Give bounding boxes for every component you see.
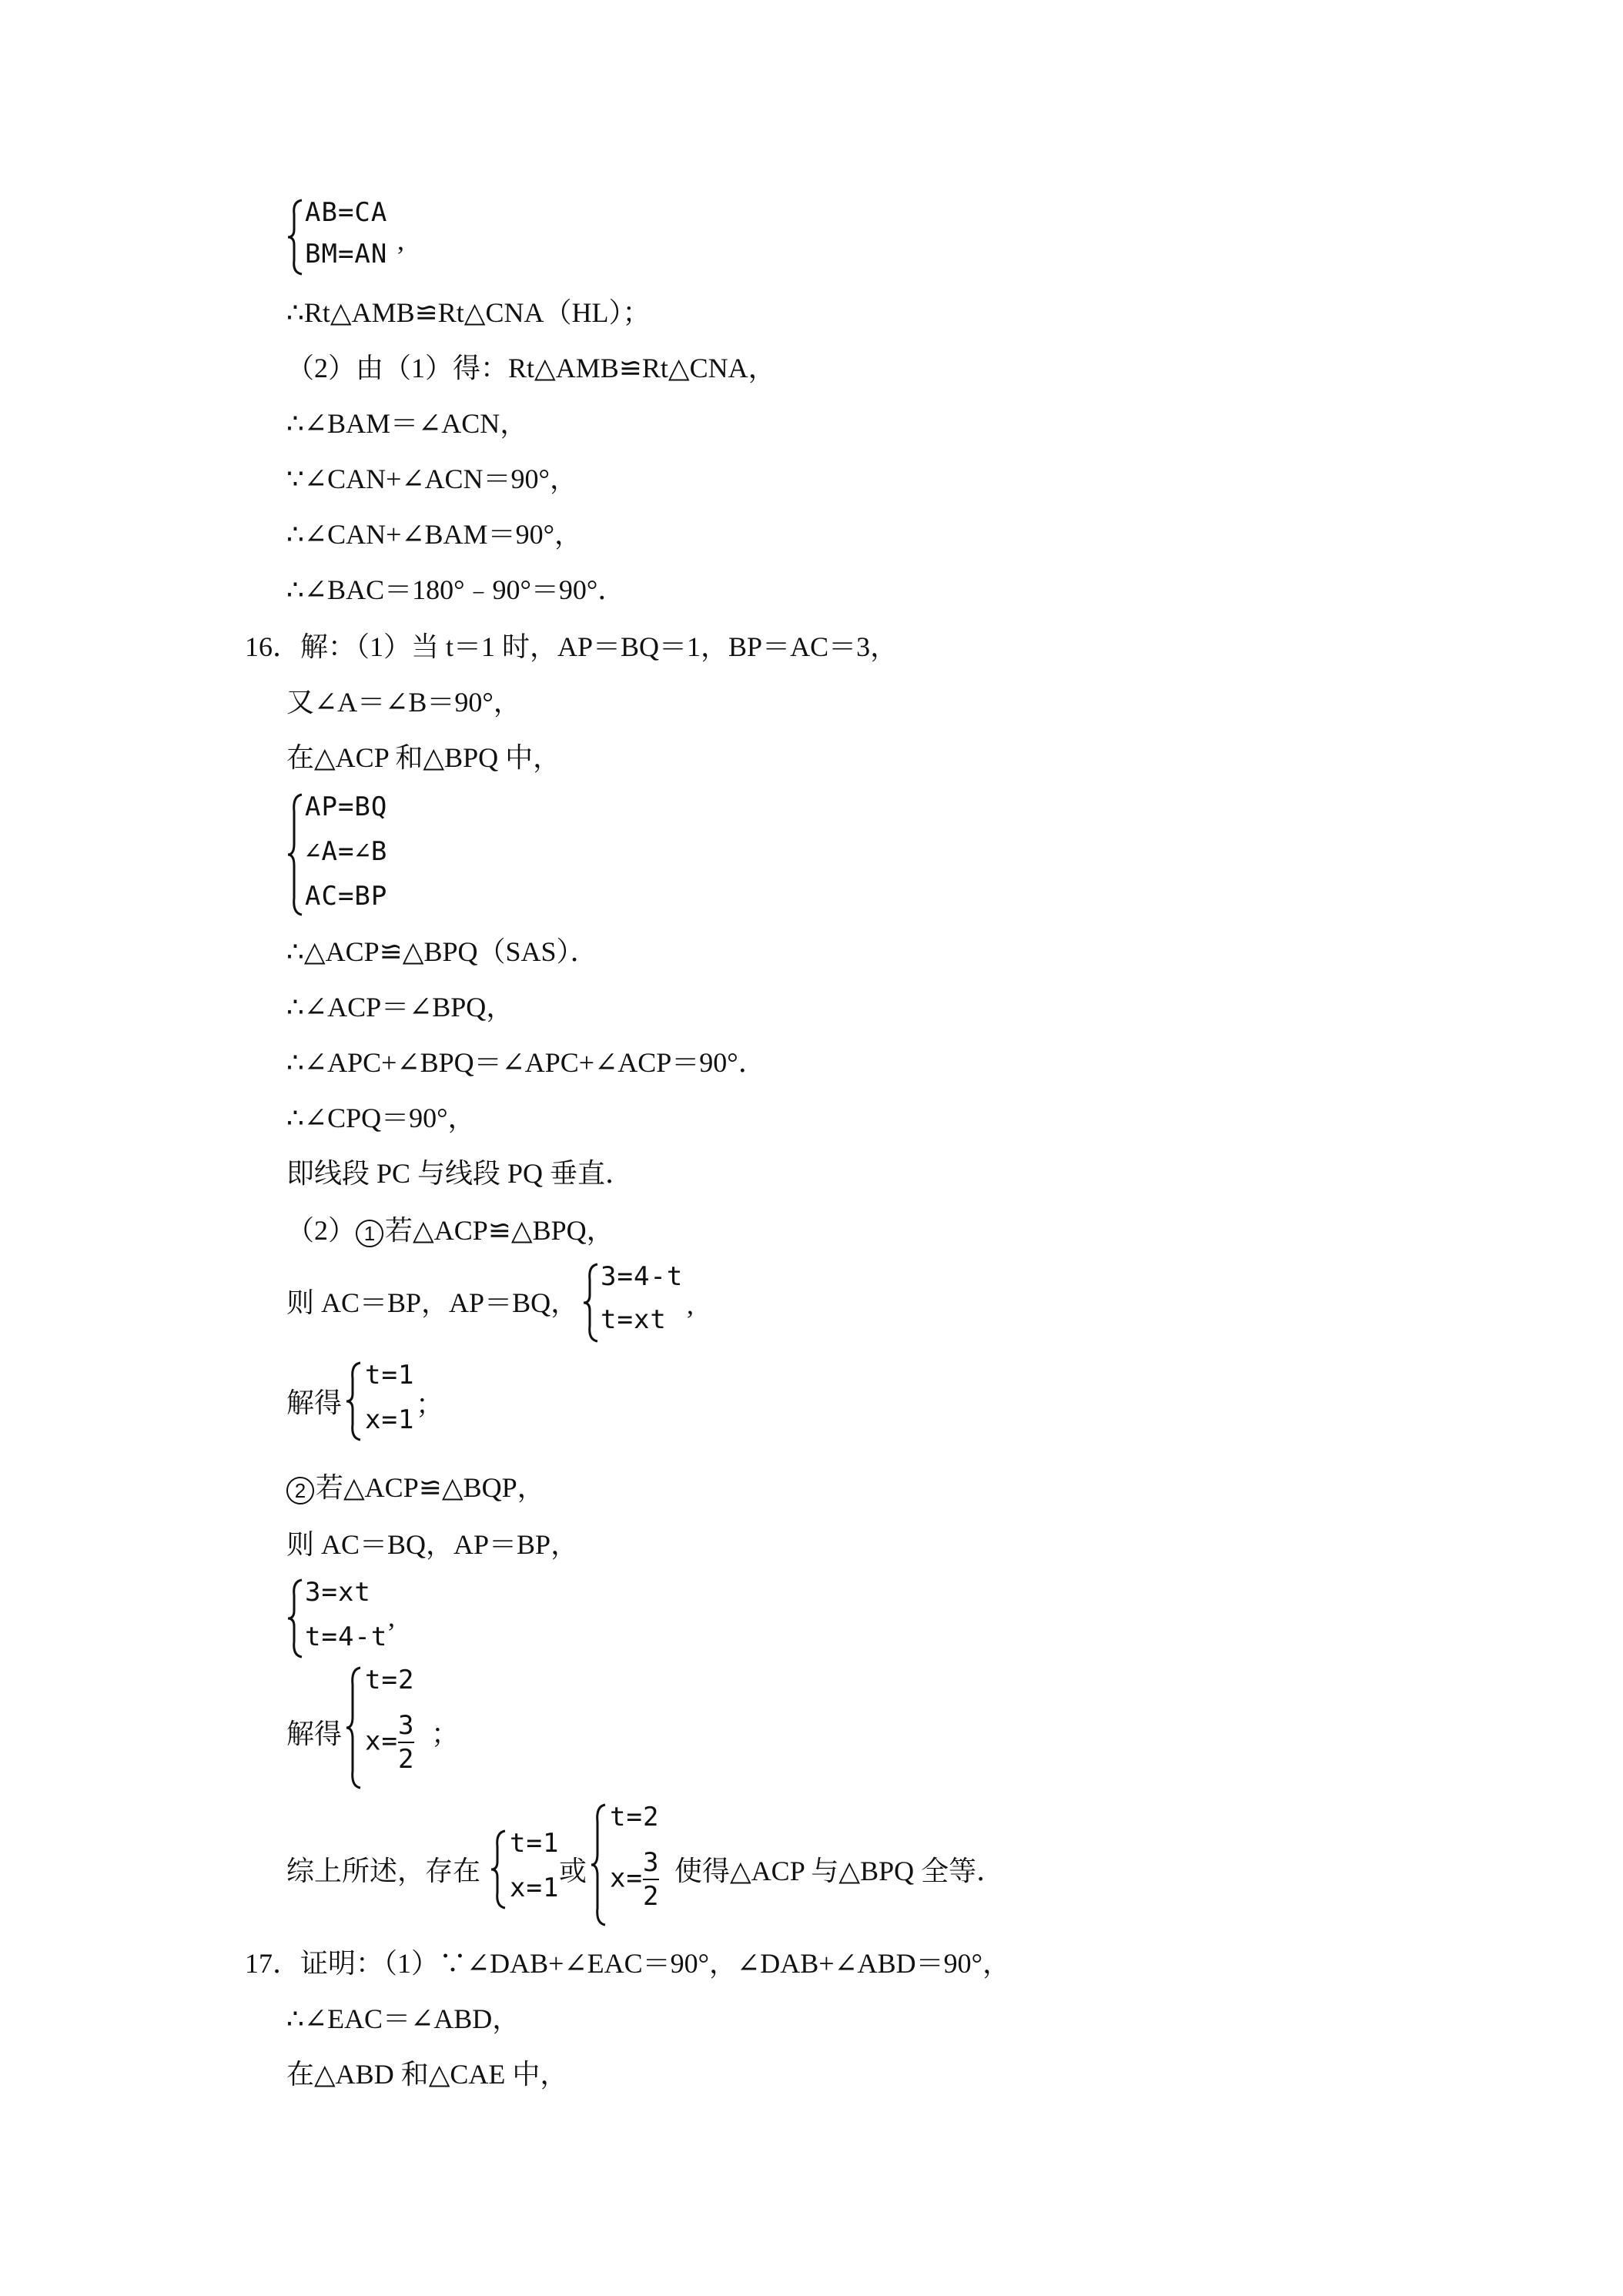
equation-row: t=1 (365, 1360, 415, 1391)
text-line: 即线段 PC 与线段 PQ 垂直． (286, 1158, 634, 1189)
equation-row: x=1 (365, 1404, 415, 1435)
text-fragment: x= (610, 1863, 643, 1894)
text-line: ∴∠APC+∠BPQ＝∠APC+∠ACP＝90°． (286, 1047, 766, 1078)
text-line: ∴△ACP≌△BPQ（SAS）． (286, 936, 598, 967)
text-line: （2）由（1）得：Rt△AMB≌Rt△CNA， (286, 353, 776, 383)
left-brace (345, 1666, 363, 1789)
text-line: 使得△ACP 与△BPQ 全等． (674, 1856, 1005, 1886)
text-line: ∴∠EAC＝∠ABD， (286, 2003, 520, 2034)
equation-row (610, 1847, 660, 1912)
text-fragment: （2） (286, 1215, 356, 1246)
text-fragment: 若△ACP≌△BPQ， (385, 1215, 614, 1246)
punctuation: ； (416, 1389, 444, 1420)
punctuation: , (687, 1289, 694, 1320)
text-line: ∴Rt△AMB≌Rt△CNA（HL）； (286, 297, 651, 328)
left-brace (286, 199, 305, 276)
punctuation: , (397, 225, 404, 256)
equation-row: t=2 (365, 1665, 415, 1695)
fraction-denominator: 2 (397, 1744, 415, 1775)
text-fragment: x= (365, 1725, 398, 1757)
equation-row: t=2 (610, 1802, 660, 1832)
fraction-numerator: 3 (642, 1847, 660, 1878)
text-line: 综上所述，存在 (286, 1856, 481, 1886)
circled-number: 1 (356, 1220, 383, 1247)
text-line: ∴∠ACP＝∠BPQ， (286, 992, 514, 1022)
left-brace (582, 1263, 601, 1343)
fraction (397, 1710, 415, 1775)
text-line: 在△ACP 和△BPQ 中， (286, 742, 561, 773)
text-line: 则 AC＝BP，AP＝BQ， (286, 1287, 579, 1318)
equation-row (365, 1710, 415, 1775)
text-line (286, 1213, 614, 1247)
text-line: 则 AC＝BQ，AP＝BP， (286, 1529, 579, 1560)
equation-row: t=4-t (305, 1622, 388, 1652)
question-heading: 16．解：（1）当 t＝1 时，AP＝BQ＝1，BP＝AC＝3， (245, 631, 899, 662)
fraction-bar (398, 1742, 414, 1743)
text-line: 在△ABD 和△CAE 中， (286, 2059, 568, 2090)
left-brace (286, 793, 305, 916)
circled-number: 2 (286, 1477, 314, 1504)
left-brace (345, 1361, 363, 1441)
text-line: 又∠A＝∠B＝90°， (286, 687, 521, 718)
equation-row: AP=BQ (305, 792, 388, 822)
punctuation: , (388, 1602, 395, 1632)
equation-row: 3=xt (305, 1577, 371, 1608)
text-fragment: 若△ACP≌△BQP， (316, 1472, 545, 1503)
question-heading: 17．证明：（1）∵∠DAB+∠EAC＝90°，∠DAB+∠ABD＝90°， (245, 1948, 1011, 1979)
fraction-bar (643, 1879, 659, 1880)
text-line: ∴∠BAM＝∠ACN， (286, 408, 528, 439)
text-fragment: 或 (559, 1856, 587, 1886)
equation-row: t=1 (510, 1828, 560, 1859)
text-line: ∴∠BAC＝180°﹣90°＝90°． (286, 574, 626, 605)
equation-row: AB=CA (305, 197, 388, 228)
equation-row: t=xt (601, 1304, 667, 1335)
text-line: ∵∠CAN+∠ACN＝90°， (286, 464, 577, 494)
text-line: ∴∠CAN+∠BAM＝90°， (286, 519, 582, 550)
equation-row: BM=AN (305, 239, 388, 269)
equation-row: AC=BP (305, 881, 388, 912)
punctuation: ； (431, 1719, 460, 1749)
fraction (642, 1847, 660, 1912)
left-brace (590, 1803, 608, 1926)
text-line: 解得 (286, 1387, 343, 1418)
text-line (286, 1471, 545, 1504)
left-brace (490, 1829, 508, 1909)
fraction-numerator: 3 (397, 1710, 415, 1741)
text-line: 解得 (286, 1719, 343, 1749)
equation-row: x=1 (510, 1873, 560, 1903)
left-brace (286, 1578, 305, 1658)
equation-row: 3=4-t (601, 1261, 684, 1292)
fraction-denominator: 2 (642, 1881, 660, 1912)
equation-row: ∠A=∠B (305, 836, 388, 867)
text-line: ∴∠CPQ＝90°， (286, 1103, 476, 1133)
